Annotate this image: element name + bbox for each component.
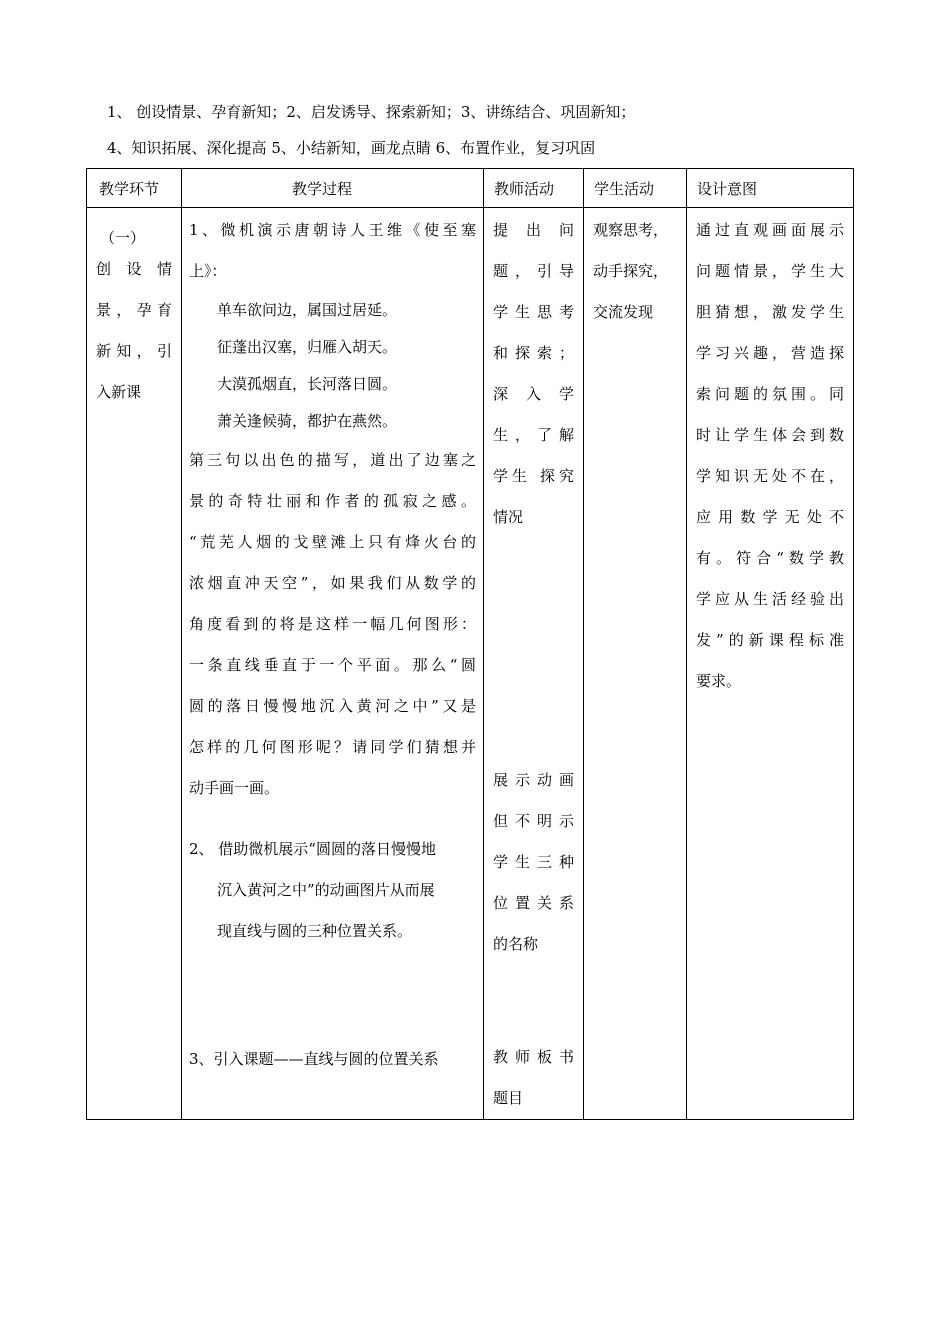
stage-line: 创 设 情 [96, 260, 172, 278]
design-line: 应用数学无处不 [696, 508, 844, 526]
design-line: 时让学生体会到数 [696, 426, 844, 444]
process-cell [182, 208, 484, 1120]
student-line: 观察思考， [593, 221, 669, 239]
header-teacher: 教师活动 [484, 169, 584, 208]
teacher-line: 学生思考 [493, 303, 574, 321]
design-line: 胆猜想，激发学生 [696, 303, 844, 321]
process-line: 第三句以出色的描写，道出了边塞之 [189, 451, 476, 469]
table-row [87, 208, 854, 1120]
header-design: 设计意图 [687, 169, 854, 208]
teacher-line: 教师板书 [493, 1048, 574, 1066]
poem-line: 单车欲问边，属国过居延。 [217, 301, 398, 319]
teacher-line: 题目 [493, 1089, 524, 1107]
process-line: 沉入黄河之中”的动画图片从而展 [217, 881, 435, 899]
process-line: “荒芜人烟的戈壁滩上只有烽火台的 [189, 533, 476, 551]
teacher-line: 深 入 学 [493, 385, 574, 403]
poem-line: 萧关逢候骑，都护在燕然。 [217, 412, 398, 430]
teacher-line: 展示动画 [493, 771, 574, 789]
poem-line: 征蓬出汉塞，归雁入胡天。 [217, 338, 398, 356]
teaching-steps-line-1: 1、 创设情景、孕育新知；2、启发诱导、探索新知；3、讲练结合、巩固新知； [107, 103, 636, 121]
teacher-line: 和探索； [493, 344, 574, 362]
header-student: 学生活动 [584, 169, 687, 208]
student-cell [584, 208, 687, 1120]
design-line: 学习兴趣，营造探 [696, 344, 844, 362]
stage-line: 入新课 [96, 383, 142, 401]
teacher-line: 位置关系 [493, 894, 574, 912]
design-line: 学应从生活经验出 [696, 590, 844, 608]
process-line: 浓烟直冲天空”，如果我们从数学的 [189, 574, 476, 592]
teacher-line: 学生 探究 [493, 467, 574, 485]
teacher-line: 生，了解 [493, 426, 574, 444]
teacher-line: 学生三种 [493, 853, 574, 871]
process-line: 怎样的几何图形呢？请同学们猜想并 [189, 738, 476, 756]
teacher-line: 提 出 问 [493, 221, 574, 239]
process-line: 1、微机演示唐朝诗人王维《使至塞 [189, 221, 476, 239]
process-line: 一条直线垂直于一个平面。那么“圆 [189, 656, 476, 674]
process-line: 现直线与圆的三种位置关系。 [217, 922, 413, 940]
design-line: 索问题的氛围。同 [696, 385, 844, 403]
teacher-line: 但不明示 [493, 812, 574, 830]
stage-line: 新知，引 [96, 342, 172, 360]
design-line: 学知识无处不在， [696, 467, 844, 485]
teacher-line: 题，引导 [493, 262, 574, 280]
process-line: 动手画一画。 [189, 779, 280, 797]
process-line: 3、引入课题——直线与圆的位置关系 [189, 1050, 439, 1068]
process-line: 圆的落日慢慢地沉入黄河之中”又是 [189, 697, 476, 715]
process-line: 景的奇特壮丽和作者的孤寂之感。 [189, 492, 476, 510]
design-cell [687, 208, 854, 1120]
header-stage: 教学环节 [87, 169, 182, 208]
lesson-plan-table [86, 168, 854, 1120]
header-process: 教学过程 [182, 169, 484, 208]
stage-cell [87, 208, 182, 1120]
design-line: 有。符合“数学教 [696, 549, 844, 567]
process-line: 上》： [189, 262, 227, 280]
design-line: 发”的新课程标准 [696, 631, 844, 649]
teaching-steps-line-2: 4、知识拓展、深化提高 5、小结新知，画龙点睛 6、布置作业，复习巩固 [107, 139, 596, 157]
design-line: 要求。 [696, 672, 742, 690]
teacher-line: 的名称 [493, 935, 539, 953]
stage-line: 景，孕育 [96, 301, 172, 319]
table-header-row [87, 169, 854, 208]
design-line: 问题情景，学生大 [696, 262, 844, 280]
student-line: 动手探究， [593, 262, 669, 280]
teacher-cell [484, 208, 584, 1120]
student-line: 交流发现 [593, 303, 654, 321]
teacher-line: 情况 [493, 508, 524, 526]
process-line: 角度看到的将是这样一幅几何图形： [189, 615, 476, 633]
process-line: 2、 借助微机展示“圆圆的落日慢慢地 [189, 840, 436, 858]
stage-number: （一） [100, 229, 146, 247]
poem-line: 大漠孤烟直，长河落日圆。 [217, 375, 398, 393]
design-line: 通过直观画面展示 [696, 221, 844, 239]
